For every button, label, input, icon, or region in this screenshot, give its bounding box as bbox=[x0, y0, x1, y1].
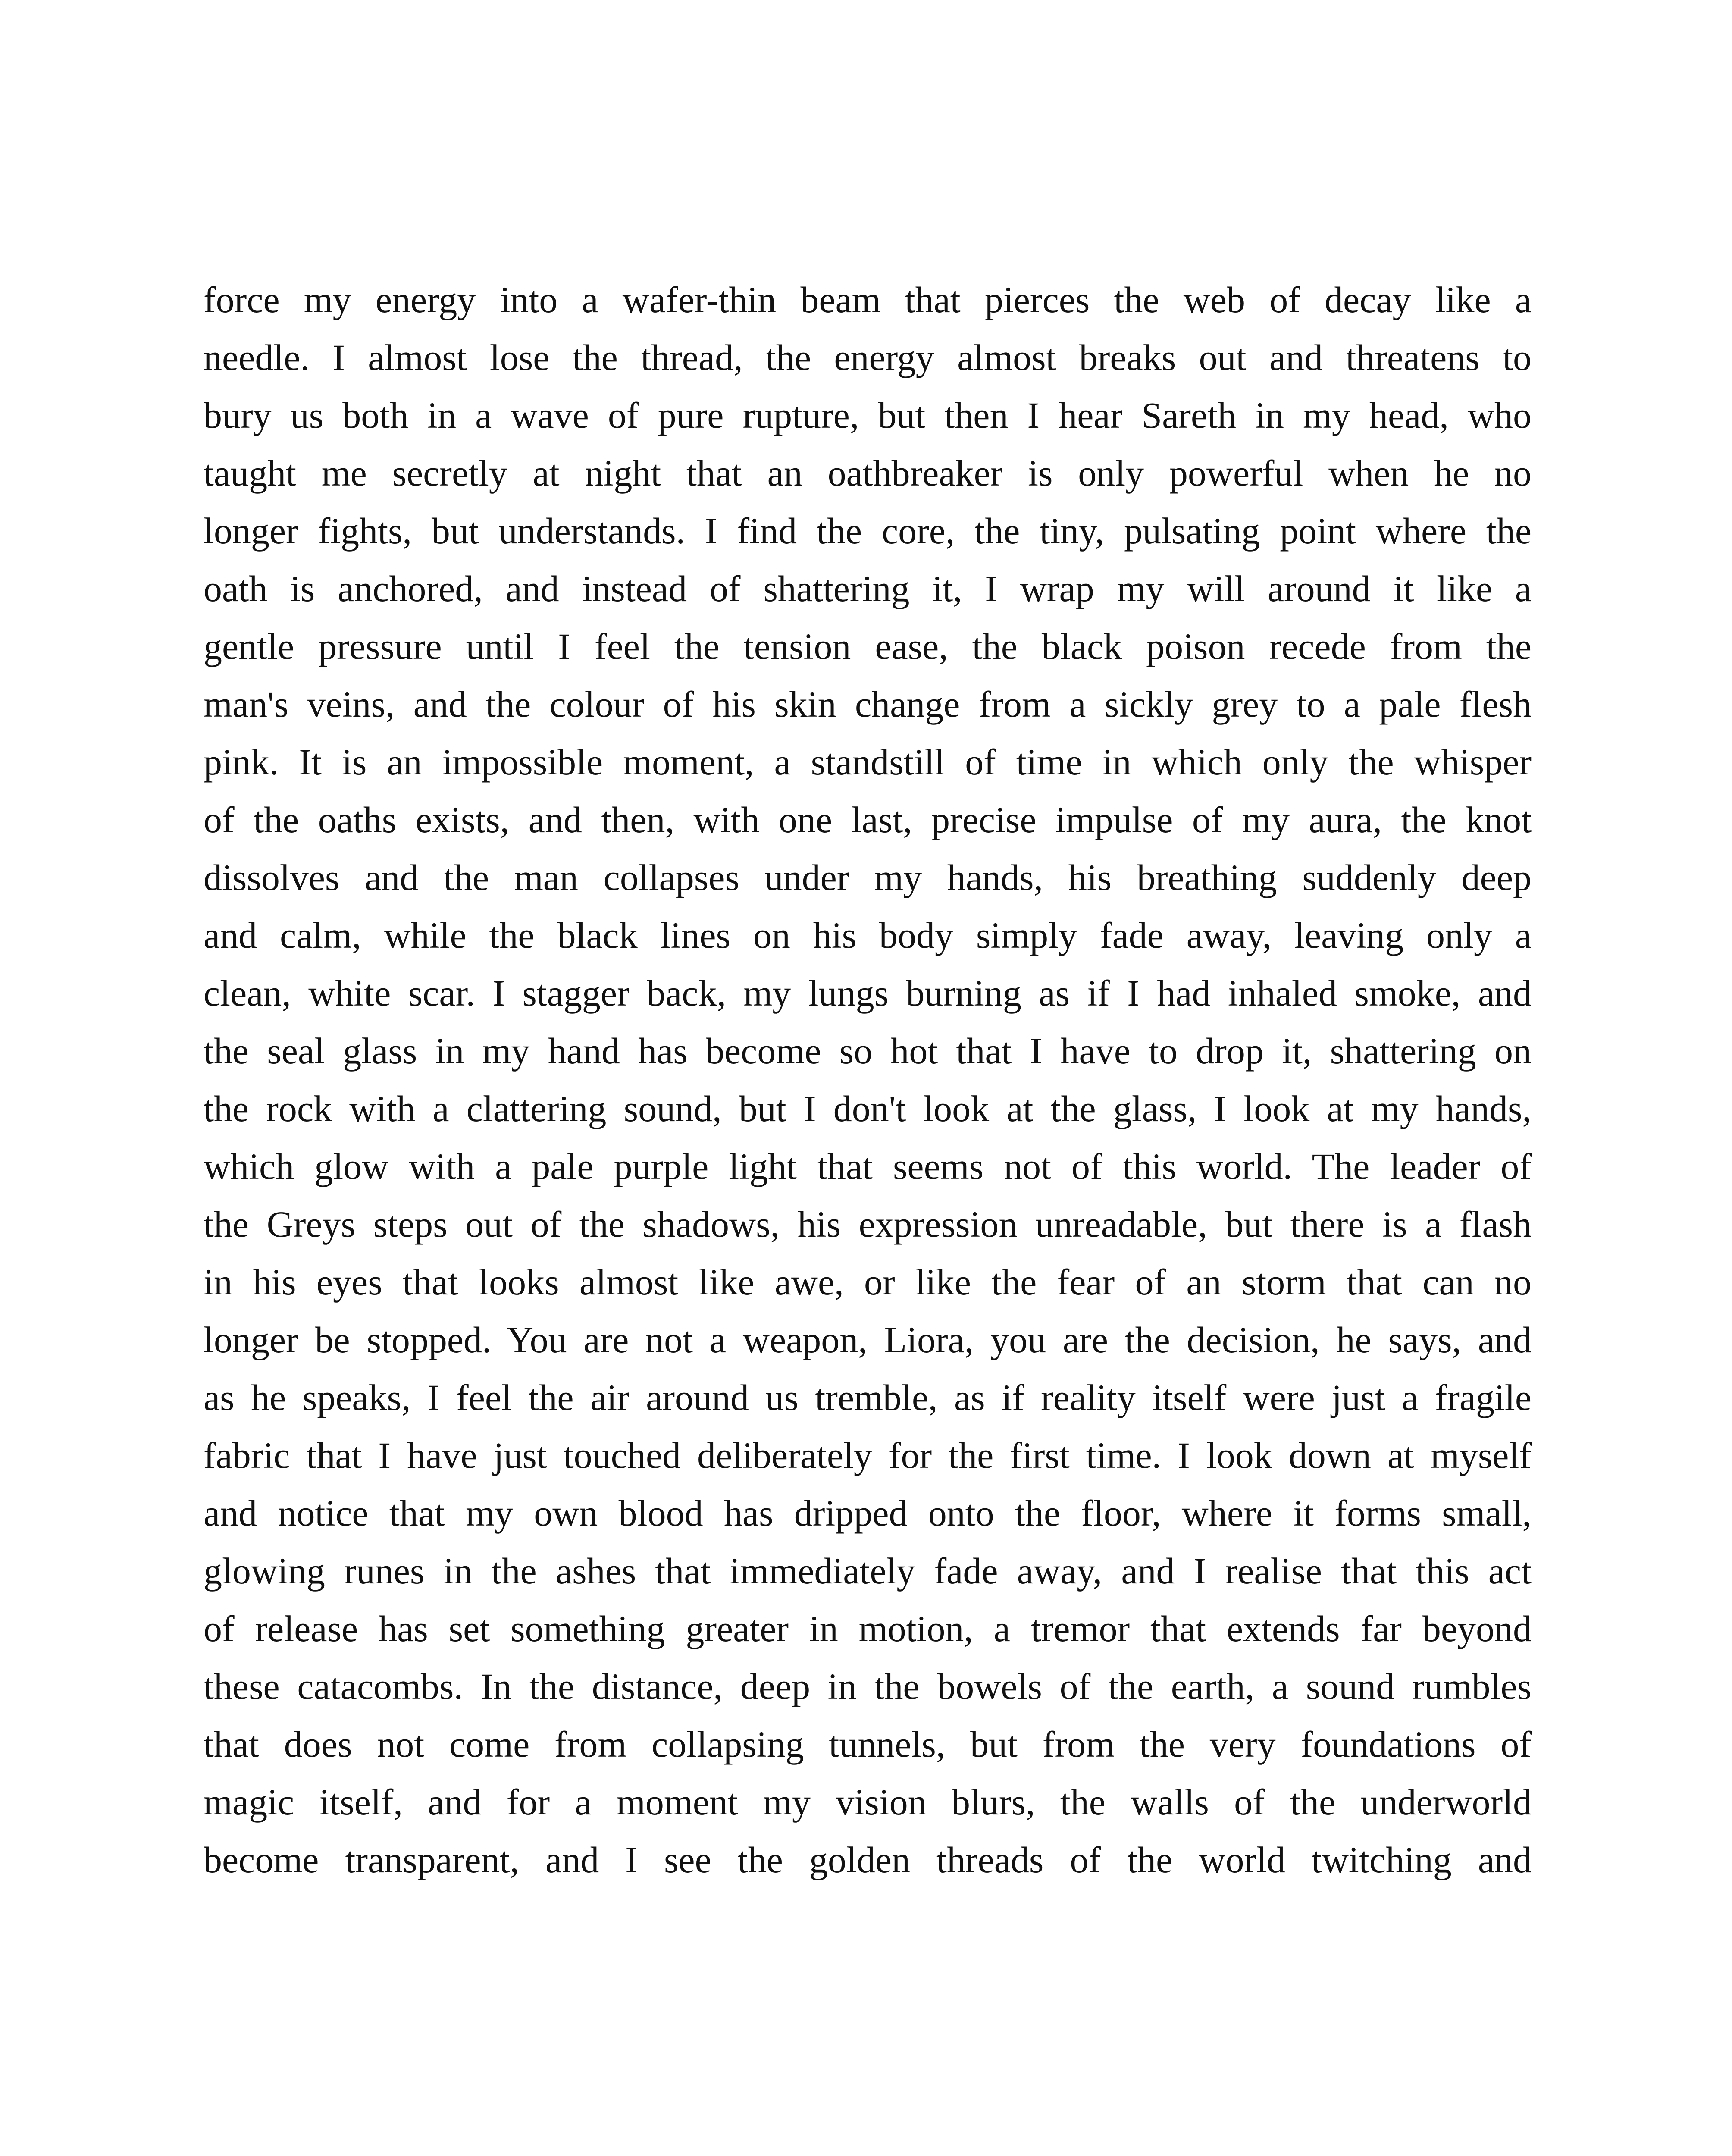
text-line: and calm, while the black lines on his body simply fade away, leaving only a bbox=[204, 915, 1532, 956]
text-line: taught me secretly at night that an oathbreaker is only powerful when he no bbox=[204, 452, 1532, 494]
text-line: as he speaks, I feel the air around us tremble, as if reality itself were just a fragile bbox=[204, 1377, 1532, 1418]
text-line: glowing runes in the ashes that immediately fade away, and I realise that this act bbox=[204, 1550, 1532, 1592]
text-line: magic itself, and for a moment my vision blurs, the walls of the underworld bbox=[204, 1781, 1532, 1823]
text-line: man's veins, and the colour of his skin change from a sickly grey to a pale flesh bbox=[204, 683, 1532, 725]
text-line: which glow with a pale purple light that seems not of this world. The leader of bbox=[204, 1146, 1532, 1187]
text-line: in his eyes that looks almost like awe, or like the fear of an storm that can no bbox=[204, 1261, 1532, 1303]
body-paragraph bbox=[204, 271, 1532, 1889]
text-line: and notice that my own blood has dripped onto the floor, where it forms small, bbox=[204, 1492, 1532, 1534]
text-line: pink. It is an impossible moment, a standstill of time in which only the whisper bbox=[204, 741, 1532, 783]
text-line: longer be stopped. You are not a weapon, Liora, you are the decision, he says, and bbox=[204, 1319, 1532, 1360]
text-line: oath is anchored, and instead of shattering it, I wrap my will around it like a bbox=[204, 568, 1532, 609]
text-line: fabric that I have just touched deliberately for the first time. I look down at myself bbox=[204, 1435, 1532, 1476]
text-line: needle. I almost lose the thread, the energy almost breaks out and threatens to bbox=[204, 337, 1532, 378]
text-line: gentle pressure until I feel the tension ease, the black poison recede from the bbox=[204, 626, 1532, 667]
text-line: bury us both in a wave of pure rupture, but then I hear Sareth in my head, who bbox=[204, 395, 1532, 436]
text-line: dissolves and the man collapses under my hands, his breathing suddenly deep bbox=[204, 857, 1532, 898]
text-line: of release has set something greater in motion, a tremor that extends far beyond bbox=[204, 1608, 1532, 1649]
text-line: of the oaths exists, and then, with one last, precise impulse of my aura, the knot bbox=[204, 799, 1532, 840]
text-line: force my energy into a wafer-thin beam that pierces the web of decay like a bbox=[204, 279, 1532, 320]
text-line: the Greys steps out of the shadows, his expression unreadable, but there is a flash bbox=[204, 1203, 1532, 1245]
text-line: the rock with a clattering sound, but I don't look at the glass, I look at my hands, bbox=[204, 1088, 1532, 1129]
text-line: longer fights, but understands. I find the core, the tiny, pulsating point where the bbox=[204, 510, 1532, 552]
text-line: the seal glass in my hand has become so hot that I have to drop it, shattering on bbox=[204, 1030, 1532, 1072]
text-line: these catacombs. In the distance, deep in the bowels of the earth, a sound rumbles bbox=[204, 1666, 1532, 1707]
text-line: that does not come from collapsing tunnels, but from the very foundations of bbox=[204, 1724, 1532, 1765]
text-line: become transparent, and I see the golden threads of the world twitching and bbox=[204, 1839, 1532, 1880]
text-line: clean, white scar. I stagger back, my lungs burning as if I had inhaled smoke, and bbox=[204, 972, 1532, 1014]
